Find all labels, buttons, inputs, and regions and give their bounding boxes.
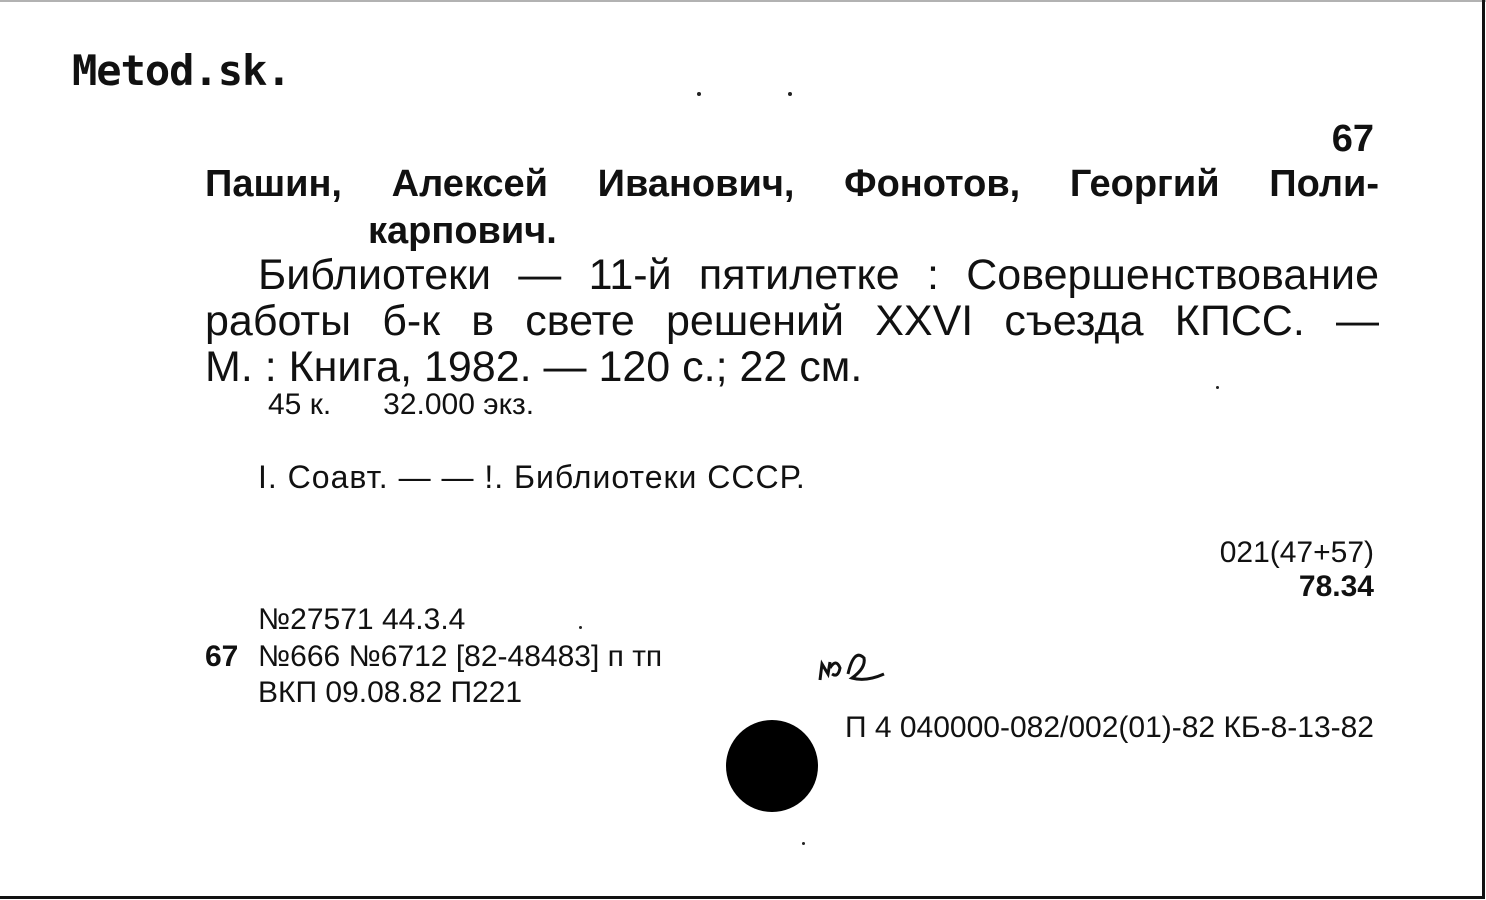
author-line-2: карпович.	[368, 210, 557, 252]
description-line-3: М. : Книга, 1982. — 120 с.; 22 см.	[205, 343, 863, 391]
speck	[802, 842, 805, 845]
accession-line-2: №666 №6712 [82-48483] п тп	[258, 640, 663, 673]
speck	[697, 92, 701, 96]
description-line-1: Библиотеки — 11-й пятилетке : Совершенствование	[258, 251, 1379, 299]
accession-prefix: 67	[205, 640, 239, 673]
card-top-edge	[0, 0, 1486, 2]
price-line	[268, 390, 534, 420]
handwritten-initials	[814, 644, 890, 690]
speck	[788, 92, 792, 96]
price-copies: 32.000 экз.	[383, 388, 535, 421]
description-line-2: работы б-к в свете решений XXVI съезда КПСС. —	[205, 297, 1379, 345]
udc-classification: 021(47+57)	[1219, 536, 1374, 569]
tracings: I. Соавт. — — !. Библиотеки СССР.	[258, 459, 806, 495]
price-cost: 45 к.	[268, 388, 332, 421]
accession-line-1: №27571 44.3.4	[258, 603, 466, 636]
publisher-code-line: П 4 040000-082/002(01)-82 КБ-8-13-82	[844, 711, 1374, 744]
author-line-1: Пашин, Алексей Иванович, Фонотов, Георгий Поли-	[205, 163, 1379, 205]
bbk-classification: 78.34	[1298, 570, 1374, 603]
punch-hole	[726, 720, 818, 812]
card-number: 67	[1331, 118, 1374, 160]
library-stamp: Metod.sk.	[72, 46, 291, 95]
speck	[1216, 386, 1219, 389]
accession-line-3: ВКП 09.08.82 П221	[258, 676, 523, 709]
speck	[579, 626, 582, 629]
